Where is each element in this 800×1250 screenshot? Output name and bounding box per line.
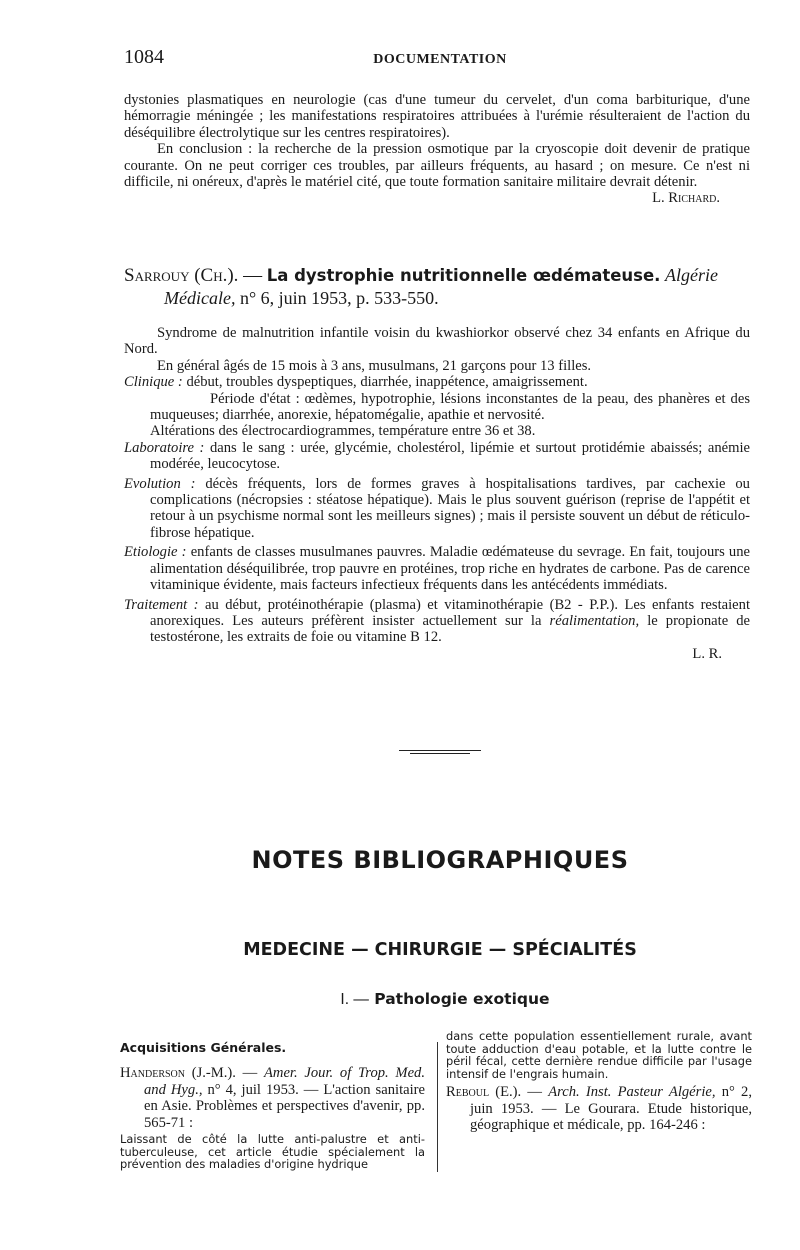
- periode-paragraph: Période d'état : œdèmes, hypotrophie, lésions inconstantes de la peau, des phanères et des muqueuses; diarrhée, anorexie, hépatomégalie, apathie et nervosité.: [150, 390, 750, 424]
- signature-richard: L. Richard.: [652, 190, 720, 207]
- clinique-text: début, troubles dyspeptiques, diarrhée, inappétence, amaigrissement.: [186, 374, 588, 391]
- reference-author: Sarrouy (Ch.). —: [124, 265, 263, 286]
- traitement-label: Traitement :: [124, 596, 199, 613]
- heading-patho-text: Pathologie exotique: [374, 990, 550, 1008]
- traitement-italic: réalimentation,: [549, 612, 640, 629]
- heading-notes-bibliographiques: NOTES BIBLIOGRAPHIQUES: [251, 846, 629, 874]
- top-section: [124, 92, 750, 207]
- abstract-section: [124, 325, 750, 662]
- abstract-p1: Syndrome de malnutrition infantile voisin du kwashiorkor observé chez 34 enfants en Afrique du Nord.: [124, 325, 750, 358]
- traitement-text-a: au début, protéinothérapie (plasma) et vitaminothérapie (B2 - P.P.). Les enfants restaient anorexiques. Les auteurs préfèrent insister actuellement sur la: [150, 596, 750, 629]
- etiologie-text: enfants de classes musulmanes pauvres. Maladie œdémateuse du sevrage. En fait, toujours une alimentation déséquilibrée, trop pauvre en protéines, trop riche en hydrates de carbone. Pas de carence vitaminique évidente, mais facteurs infectieux fréquents dans les antécédents immédiats.: [150, 544, 751, 594]
- handerson-summary-continued: dans cette population essentiellement rurale, avant toute adduction d'eau potable, et la lutte contre le péril fécal, cette dernière rendue difficile par l'usage intensif de l'engrais humain.: [446, 1029, 752, 1081]
- reboul-author: Reboul (E.). —: [446, 1084, 542, 1101]
- reboul-details: n° 2, juin 1953. — Le Gourara. Etude historique, géographique et médicale, pp. 164-246 :: [470, 1084, 753, 1134]
- reference-details: n° 6, juin 1953, p. 533-550.: [239, 288, 439, 308]
- section-divider-2: [410, 753, 470, 754]
- entry-handerson: [120, 1065, 425, 1131]
- traitement-paragraph: [124, 597, 750, 646]
- handerson-author: Handerson (J.-M.). —: [120, 1065, 258, 1081]
- labo-text: dans le sang : urée, glycémie, cholestérol, lipémie et surtout protidémie abaissés; anémie modérée, leucocytose.: [150, 439, 750, 473]
- signature-lr: L. R.: [692, 645, 722, 662]
- reference-journal-b: Médicale,: [164, 288, 236, 308]
- reboul-journal: Arch. Inst. Pasteur Algérie,: [548, 1084, 716, 1101]
- evolution-paragraph: [124, 476, 750, 542]
- page-number: 1084: [124, 46, 164, 68]
- labo-label: Laboratoire :: [124, 439, 205, 456]
- article-reference: [124, 264, 760, 309]
- heading-patho-number: I. —: [340, 991, 369, 1008]
- reference-journal-a: Algérie: [664, 265, 718, 285]
- clinique-label: Clinique :: [124, 374, 183, 391]
- handerson-journal: Amer. Jour. of Trop. Med. and Hyg.,: [144, 1065, 426, 1098]
- labo-paragraph: [124, 440, 750, 473]
- column-rule: [437, 1042, 438, 1172]
- heading-medecine: MEDECINE — CHIRURGIE — SPÉCIALITÉS: [243, 940, 637, 960]
- evolution-text: décès fréquents, lors de formes graves à hospitalisations tardives, par cachexie ou complications (nécropsies : stéatose hépatique). Mais le plus souvent guérison (reprise de l'appétit et retour à un psychisme normal sont les meilleurs signes) ; mais il persiste souvent un début de réticulo-fibrose hépatique.: [150, 475, 750, 541]
- abstract-p2: En général âgés de 15 mois à 3 ans, musulmans, 21 garçons pour 13 filles.: [157, 357, 592, 374]
- top-paragraph-1: dystonies plasmatiques en neurologie (cas d'une tumeur du cervelet, d'un coma barbiturique, d'une hémorragie méningée ; les manifestations respiratoires attribuées à l'urémie résulteraient de l'action du déséquilibre électrolytique sur les centres respiratoires).: [124, 92, 750, 141]
- heading-acquisitions: Acquisitions Générales.: [120, 1040, 287, 1055]
- alterations-paragraph: Altérations des électrocardiogrammes, température entre 36 et 38.: [150, 423, 536, 440]
- entry-reboul: [446, 1084, 752, 1134]
- top-paragraph-2: En conclusion : la recherche de la pression osmotique par la cryoscopie doit devenir de pratique courante. On ne peut corriger ces troubles, par ailleurs fréquents, au hasard ; on mesure. Ce n'est ni difficile, ni onéreux, d'après le matériel cité, que toute formation sanitaire militaire devrait détenir.: [124, 141, 750, 191]
- section-divider: [399, 750, 481, 751]
- evolution-label: Evolution :: [124, 475, 196, 492]
- right-column: [446, 1030, 752, 1134]
- running-title: DOCUMENTATION: [373, 52, 507, 67]
- heading-pathologie: [0, 990, 800, 1009]
- clinique-paragraph: [124, 374, 750, 390]
- handerson-summary: Laissant de côté la lutte anti-palustre et anti-tuberculeuse, cet article étudie spécialement la prévention des maladies d'origine hydrique: [120, 1132, 425, 1172]
- traitement-text-b: le propionate de testostérone, les extraits de foie ou vitamine B 12.: [150, 612, 751, 646]
- etiologie-label: Etiologie :: [124, 544, 187, 561]
- etiologie-paragraph: [124, 544, 750, 593]
- reference-article-title: La dystrophie nutritionnelle œdémateuse.: [266, 266, 661, 285]
- handerson-details: n° 4, juil 1953. — L'action sanitaire en Asie. Problèmes et perspectives d'avenir, pp. 565-71 :: [144, 1081, 425, 1131]
- left-column: [120, 1040, 425, 1171]
